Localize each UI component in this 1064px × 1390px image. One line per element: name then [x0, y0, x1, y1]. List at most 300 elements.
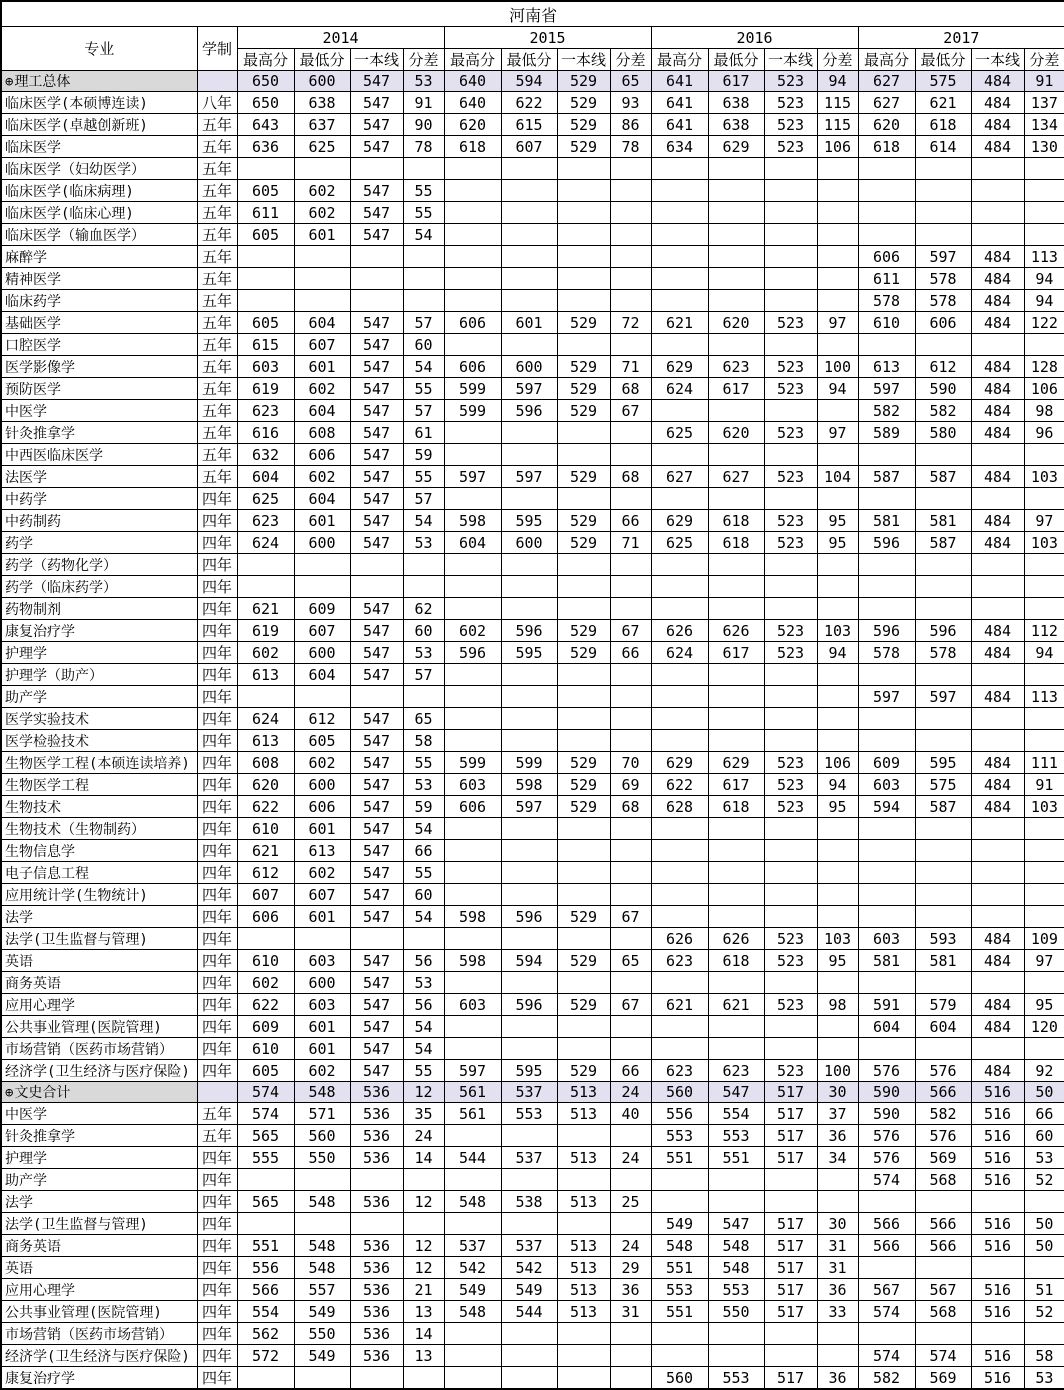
score-cell-2017-3: 130: [1024, 136, 1064, 158]
score-cell-2015-0: 604: [444, 532, 501, 554]
score-cell-2015-0: 602: [444, 620, 501, 642]
score-cell-2014-3: [403, 554, 444, 576]
score-cell-2016-3: 94: [817, 71, 858, 92]
score-cell-2016-3: 36: [817, 1279, 858, 1301]
score-cell-2014-2: 547: [350, 202, 403, 224]
score-cell-2015-0: 640: [444, 92, 501, 114]
duration-cell: 四年: [197, 598, 237, 620]
major-cell: [1, 576, 197, 598]
score-cell-2014-1: 600: [294, 71, 350, 92]
score-cell-2016-1: [708, 598, 764, 620]
major-cell: [1, 840, 197, 862]
score-cell-2017-2: 484: [971, 950, 1024, 972]
score-cell-2017-3: 111: [1024, 752, 1064, 774]
major-label: 医学检验技术: [5, 733, 89, 750]
score-cell-2017-0: 581: [858, 950, 915, 972]
score-cell-2016-2: [764, 576, 817, 598]
score-cell-2014-1: 625: [294, 136, 350, 158]
score-cell-2014-1: 602: [294, 862, 350, 884]
score-cell-2015-3: [610, 686, 651, 708]
score-cell-2014-3: 12: [403, 1235, 444, 1257]
score-cell-2015-1: 538: [501, 1191, 557, 1213]
major-label: 中医学: [5, 1106, 47, 1123]
score-cell-2017-0: [858, 224, 915, 246]
score-cell-2015-0: 598: [444, 510, 501, 532]
score-cell-2015-3: 67: [610, 620, 651, 642]
score-cell-2015-0: [444, 554, 501, 576]
score-cell-2015-2: [557, 1038, 610, 1060]
score-cell-2015-2: 529: [557, 312, 610, 334]
score-cell-2014-3: [403, 928, 444, 950]
score-cell-2015-3: 70: [610, 752, 651, 774]
score-cell-2014-3: 54: [403, 1038, 444, 1060]
score-cell-2015-0: 598: [444, 906, 501, 928]
score-cell-2015-3: [610, 290, 651, 312]
score-cell-2016-0: 560: [651, 1082, 708, 1103]
duration-cell: 四年: [197, 554, 237, 576]
score-cell-2015-0: 606: [444, 312, 501, 334]
score-cell-2016-3: [817, 686, 858, 708]
table-row: [1, 1235, 1064, 1257]
score-cell-2017-1: 568: [915, 1169, 971, 1191]
score-cell-2017-2: 484: [971, 994, 1024, 1016]
score-cell-2016-1: 618: [708, 796, 764, 818]
score-cell-2017-2: [971, 554, 1024, 576]
score-cell-2016-1: 553: [708, 1367, 764, 1390]
score-cell-2016-1: 553: [708, 1125, 764, 1147]
score-cell-2014-3: 14: [403, 1323, 444, 1345]
major-cell: [1, 1235, 197, 1257]
score-cell-2014-3: 57: [403, 488, 444, 510]
score-cell-2015-2: [557, 1345, 610, 1367]
duration-cell: 五年: [197, 312, 237, 334]
score-cell-2014-3: 60: [403, 334, 444, 356]
score-cell-2015-0: [444, 1345, 501, 1367]
score-cell-2014-3: 54: [403, 356, 444, 378]
major-label: 药学（临床药学）: [5, 579, 117, 596]
score-cell-2016-1: 618: [708, 510, 764, 532]
score-cell-2016-3: [817, 1345, 858, 1367]
score-cell-2016-1: 547: [708, 1213, 764, 1235]
score-cell-2015-3: 78: [610, 136, 651, 158]
score-cell-2016-0: [651, 576, 708, 598]
score-cell-2015-2: 529: [557, 136, 610, 158]
score-cell-2017-0: 582: [858, 1367, 915, 1390]
score-cell-2014-0: 607: [237, 884, 294, 906]
score-cell-2015-3: 68: [610, 378, 651, 400]
score-cell-2016-2: 523: [764, 994, 817, 1016]
score-cell-2016-2: 523: [764, 312, 817, 334]
score-cell-2015-2: 513: [557, 1082, 610, 1103]
score-cell-2016-1: [708, 1345, 764, 1367]
major-cell: [1, 1213, 197, 1235]
score-cell-2015-2: [557, 664, 610, 686]
score-cell-2016-2: [764, 972, 817, 994]
score-cell-2016-1: [708, 730, 764, 752]
page-title: 河南省: [1, 1, 1064, 27]
score-cell-2017-1: 587: [915, 532, 971, 554]
major-cell: [1, 1345, 197, 1367]
score-cell-2015-1: [501, 862, 557, 884]
table-row: [1, 1279, 1064, 1301]
score-cell-2017-2: 516: [971, 1082, 1024, 1103]
score-cell-2016-1: [708, 444, 764, 466]
score-cell-2015-2: [557, 224, 610, 246]
score-cell-2015-0: [444, 224, 501, 246]
table-row: [1, 554, 1064, 576]
score-cell-2015-1: [501, 576, 557, 598]
score-cell-2016-0: 622: [651, 774, 708, 796]
score-cell-2015-2: 513: [557, 1191, 610, 1213]
major-cell: [1, 1103, 197, 1125]
score-cell-2017-2: 484: [971, 686, 1024, 708]
score-cell-2014-0: 554: [237, 1301, 294, 1323]
score-cell-2014-0: 621: [237, 840, 294, 862]
score-cell-2014-2: 547: [350, 378, 403, 400]
score-cell-2016-0: [651, 554, 708, 576]
year-header-row: [1, 27, 1064, 49]
score-cell-2014-2: 547: [350, 92, 403, 114]
subcol-header-2015-3: 分差: [610, 49, 651, 71]
score-cell-2017-1: [915, 1191, 971, 1213]
score-cell-2017-1: 576: [915, 1060, 971, 1082]
score-cell-2017-1: 590: [915, 378, 971, 400]
score-cell-2015-2: 529: [557, 906, 610, 928]
score-cell-2017-2: 484: [971, 136, 1024, 158]
subcol-header-2017-0: 最高分: [858, 49, 915, 71]
score-cell-2014-0: 602: [237, 642, 294, 664]
score-cell-2015-3: [610, 730, 651, 752]
table-row: [1, 1169, 1064, 1191]
major-label: 助产学: [5, 1172, 47, 1189]
duration-cell: 五年: [197, 268, 237, 290]
score-cell-2016-2: [764, 1323, 817, 1345]
score-cell-2017-3: [1024, 224, 1064, 246]
score-cell-2015-3: [610, 862, 651, 884]
score-cell-2014-2: 547: [350, 532, 403, 554]
score-cell-2014-0: 603: [237, 356, 294, 378]
score-cell-2014-3: 35: [403, 1103, 444, 1125]
score-cell-2016-0: [651, 818, 708, 840]
major-cell: [1, 92, 197, 114]
score-cell-2016-0: 624: [651, 378, 708, 400]
score-cell-2014-3: 54: [403, 1016, 444, 1038]
score-cell-2015-3: [610, 840, 651, 862]
score-cell-2017-1: 566: [915, 1235, 971, 1257]
score-cell-2017-1: [915, 334, 971, 356]
major-label: 法学: [5, 909, 33, 926]
major-cell: [1, 752, 197, 774]
major-label: 法学(卫生监督与管理): [5, 931, 148, 948]
score-cell-2016-1: 621: [708, 994, 764, 1016]
score-cell-2016-3: [817, 884, 858, 906]
score-cell-2014-3: 91: [403, 92, 444, 114]
score-cell-2014-2: 547: [350, 906, 403, 928]
major-label: 公共事业管理(医院管理): [5, 1019, 162, 1036]
score-cell-2015-2: [557, 862, 610, 884]
score-cell-2017-2: 516: [971, 1125, 1024, 1147]
score-cell-2014-2: [350, 290, 403, 312]
score-cell-2017-1: 578: [915, 642, 971, 664]
collapse-group-icon[interactable]: ⊕: [5, 1085, 14, 1101]
score-cell-2017-2: [971, 598, 1024, 620]
score-cell-2014-3: 60: [403, 884, 444, 906]
score-cell-2014-1: 550: [294, 1323, 350, 1345]
table-row: [1, 136, 1064, 158]
major-cell: [1, 510, 197, 532]
score-cell-2014-3: 53: [403, 774, 444, 796]
major-cell: [1, 158, 197, 180]
score-cell-2017-3: 96: [1024, 422, 1064, 444]
score-cell-2016-2: [764, 180, 817, 202]
score-cell-2017-3: 98: [1024, 400, 1064, 422]
score-cell-2017-0: 566: [858, 1213, 915, 1235]
score-cell-2015-1: 607: [501, 136, 557, 158]
score-cell-2014-0: [237, 576, 294, 598]
score-cell-2017-0: [858, 862, 915, 884]
score-cell-2014-2: 547: [350, 510, 403, 532]
score-cell-2014-1: 548: [294, 1257, 350, 1279]
score-cell-2017-1: 593: [915, 928, 971, 950]
score-cell-2015-0: [444, 840, 501, 862]
score-cell-2014-3: 59: [403, 444, 444, 466]
score-cell-2016-2: [764, 1345, 817, 1367]
score-cell-2016-3: 94: [817, 642, 858, 664]
score-cell-2017-3: [1024, 202, 1064, 224]
score-cell-2014-1: [294, 554, 350, 576]
major-label: 商务英语: [5, 975, 61, 992]
score-cell-2016-1: [708, 862, 764, 884]
score-cell-2015-1: [501, 290, 557, 312]
score-cell-2017-1: [915, 906, 971, 928]
score-cell-2015-3: 31: [610, 1301, 651, 1323]
score-cell-2014-0: [237, 928, 294, 950]
score-cell-2014-3: [403, 1213, 444, 1235]
score-cell-2015-1: 549: [501, 1279, 557, 1301]
score-cell-2016-3: 94: [817, 774, 858, 796]
score-cell-2014-1: 549: [294, 1301, 350, 1323]
score-cell-2016-1: [708, 1038, 764, 1060]
score-cell-2014-1: [294, 576, 350, 598]
score-cell-2014-0: [237, 268, 294, 290]
score-cell-2014-1: 602: [294, 1060, 350, 1082]
score-cell-2017-1: 581: [915, 510, 971, 532]
score-cell-2017-1: 575: [915, 774, 971, 796]
duration-cell: 四年: [197, 840, 237, 862]
duration-cell: 五年: [197, 158, 237, 180]
score-cell-2017-3: 92: [1024, 1060, 1064, 1082]
score-cell-2014-3: 53: [403, 642, 444, 664]
score-cell-2016-1: 548: [708, 1235, 764, 1257]
score-cell-2014-3: 55: [403, 202, 444, 224]
score-cell-2015-0: 544: [444, 1147, 501, 1169]
score-cell-2017-0: 590: [858, 1103, 915, 1125]
score-cell-2014-3: 66: [403, 840, 444, 862]
score-cell-2017-0: 597: [858, 378, 915, 400]
score-cell-2016-1: 629: [708, 136, 764, 158]
score-cell-2015-1: [501, 1038, 557, 1060]
score-cell-2015-1: 594: [501, 71, 557, 92]
score-cell-2014-1: 604: [294, 664, 350, 686]
score-cell-2014-1: 601: [294, 356, 350, 378]
score-cell-2017-2: 484: [971, 928, 1024, 950]
score-cell-2015-1: [501, 180, 557, 202]
score-cell-2015-2: 529: [557, 620, 610, 642]
score-cell-2014-1: 606: [294, 444, 350, 466]
score-cell-2016-0: [651, 444, 708, 466]
score-cell-2017-1: 597: [915, 246, 971, 268]
score-cell-2016-1: [708, 708, 764, 730]
major-cell: [1, 708, 197, 730]
score-cell-2017-2: 516: [971, 1279, 1024, 1301]
score-cell-2016-2: [764, 268, 817, 290]
score-cell-2017-0: [858, 444, 915, 466]
score-cell-2017-3: 113: [1024, 246, 1064, 268]
table-row: [1, 1038, 1064, 1060]
score-cell-2015-3: [610, 928, 651, 950]
score-cell-2017-3: [1024, 862, 1064, 884]
score-cell-2016-3: [817, 290, 858, 312]
score-cell-2017-0: 611: [858, 268, 915, 290]
score-cell-2014-3: [403, 1367, 444, 1390]
score-cell-2016-3: 106: [817, 752, 858, 774]
score-cell-2015-2: 529: [557, 71, 610, 92]
subcol-header-2014-1: 最低分: [294, 49, 350, 71]
major-label: 理工总体: [14, 74, 71, 90]
score-cell-2017-3: [1024, 180, 1064, 202]
year-header-2014: 2014: [237, 27, 444, 49]
score-cell-2016-0: 626: [651, 620, 708, 642]
score-cell-2014-2: 547: [350, 1016, 403, 1038]
score-cell-2017-2: 516: [971, 1345, 1024, 1367]
major-label: 药学（药物化学）: [5, 557, 117, 574]
score-cell-2015-1: 595: [501, 1060, 557, 1082]
score-cell-2014-2: 547: [350, 884, 403, 906]
score-cell-2016-3: 31: [817, 1257, 858, 1279]
score-cell-2016-2: 517: [764, 1301, 817, 1323]
score-cell-2015-2: 529: [557, 532, 610, 554]
score-cell-2016-1: [708, 840, 764, 862]
score-cell-2017-0: [858, 840, 915, 862]
major-cell: [1, 202, 197, 224]
score-cell-2014-2: 547: [350, 1038, 403, 1060]
score-cell-2015-0: 549: [444, 1279, 501, 1301]
score-cell-2017-3: [1024, 708, 1064, 730]
score-cell-2015-2: 513: [557, 1301, 610, 1323]
score-cell-2016-0: [651, 334, 708, 356]
major-label: 中西医临床医学: [5, 447, 103, 464]
subcol-header-2015-1: 最低分: [501, 49, 557, 71]
score-cell-2017-2: [971, 730, 1024, 752]
score-cell-2015-3: 67: [610, 400, 651, 422]
score-cell-2015-3: [610, 554, 651, 576]
score-cell-2016-3: 97: [817, 312, 858, 334]
score-cell-2015-2: [557, 268, 610, 290]
table-row: [1, 334, 1064, 356]
score-cell-2016-0: [651, 598, 708, 620]
major-label: 文史合计: [14, 1085, 71, 1101]
score-cell-2015-0: [444, 1038, 501, 1060]
score-cell-2016-3: [817, 488, 858, 510]
score-cell-2014-0: 620: [237, 774, 294, 796]
score-cell-2015-1: 596: [501, 620, 557, 642]
major-label: 生物信息学: [5, 843, 75, 860]
score-cell-2015-3: [610, 180, 651, 202]
duration-cell: 五年: [197, 1125, 237, 1147]
major-label: 麻醉学: [5, 249, 47, 266]
score-cell-2017-1: 569: [915, 1147, 971, 1169]
score-cell-2016-1: [708, 1016, 764, 1038]
score-cell-2014-0: 556: [237, 1257, 294, 1279]
score-cell-2017-0: 581: [858, 510, 915, 532]
major-cell: [1, 818, 197, 840]
score-cell-2016-0: [651, 290, 708, 312]
score-cell-2016-1: 627: [708, 466, 764, 488]
score-cell-2014-3: 13: [403, 1345, 444, 1367]
duration-cell: 四年: [197, 1060, 237, 1082]
score-cell-2017-3: 52: [1024, 1169, 1064, 1191]
score-cell-2016-3: [817, 1323, 858, 1345]
score-cell-2015-0: 561: [444, 1082, 501, 1103]
score-cell-2017-0: [858, 180, 915, 202]
score-cell-2017-0: [858, 730, 915, 752]
score-cell-2017-1: [915, 180, 971, 202]
score-cell-2016-0: 548: [651, 1235, 708, 1257]
score-cell-2014-2: 547: [350, 840, 403, 862]
score-cell-2014-2: 547: [350, 664, 403, 686]
score-cell-2014-0: 605: [237, 180, 294, 202]
score-cell-2016-1: [708, 488, 764, 510]
score-cell-2017-3: 134: [1024, 114, 1064, 136]
duration-cell: 四年: [197, 488, 237, 510]
score-cell-2016-1: 547: [708, 1082, 764, 1103]
score-cell-2014-0: 605: [237, 224, 294, 246]
score-cell-2016-3: 36: [817, 1367, 858, 1390]
score-cell-2016-3: [817, 444, 858, 466]
score-cell-2015-0: [444, 158, 501, 180]
score-cell-2014-1: [294, 928, 350, 950]
score-cell-2014-2: 547: [350, 71, 403, 92]
score-cell-2015-1: 553: [501, 1103, 557, 1125]
score-cell-2015-2: [557, 334, 610, 356]
score-cell-2017-2: 484: [971, 71, 1024, 92]
score-cell-2015-2: [557, 554, 610, 576]
major-cell: [1, 290, 197, 312]
table-row: [1, 598, 1064, 620]
duration-cell: 四年: [197, 532, 237, 554]
score-cell-2015-3: 36: [610, 1279, 651, 1301]
score-cell-2016-3: 100: [817, 356, 858, 378]
score-cell-2014-2: 547: [350, 312, 403, 334]
score-cell-2015-3: [610, 1345, 651, 1367]
major-label: 药物制剂: [5, 601, 61, 618]
score-cell-2015-0: [444, 1323, 501, 1345]
score-cell-2014-2: 536: [350, 1345, 403, 1367]
score-cell-2017-2: [971, 1323, 1024, 1345]
score-cell-2017-2: [971, 224, 1024, 246]
score-cell-2015-1: [501, 708, 557, 730]
score-cell-2016-0: [651, 400, 708, 422]
collapse-group-icon[interactable]: ⊕: [5, 74, 14, 90]
score-cell-2016-3: 36: [817, 1125, 858, 1147]
score-cell-2015-1: 622: [501, 92, 557, 114]
score-cell-2017-1: 587: [915, 796, 971, 818]
table-row: [1, 1016, 1064, 1038]
score-cell-2016-2: [764, 202, 817, 224]
score-cell-2016-3: 97: [817, 422, 858, 444]
score-cell-2015-3: [610, 224, 651, 246]
score-cell-2017-2: [971, 488, 1024, 510]
